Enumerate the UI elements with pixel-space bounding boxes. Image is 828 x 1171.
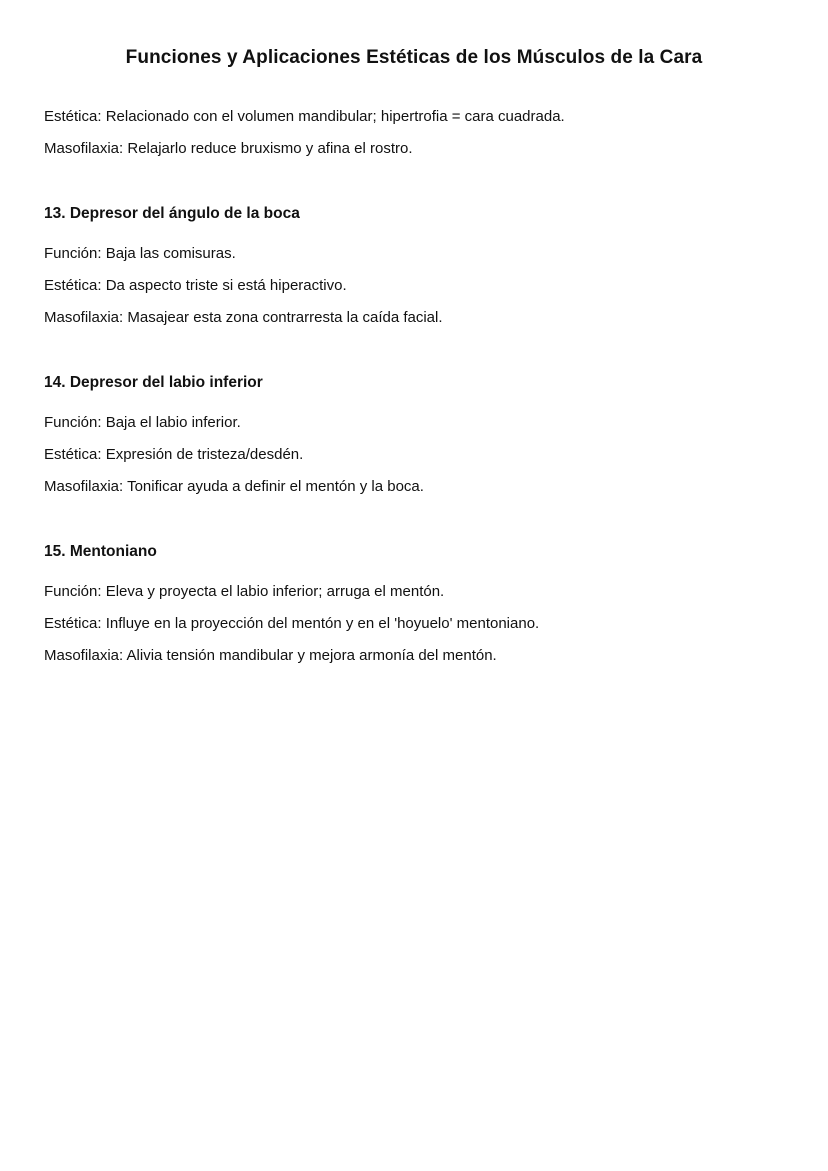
page-title: Funciones y Aplicaciones Estéticas de los Músculos de la Cara bbox=[125, 47, 703, 68]
section-line-funcion: Función: Baja el labio inferior. bbox=[44, 414, 241, 431]
section-13-depresor-angulo-boca bbox=[44, 205, 784, 326]
section-heading: 15. Mentoniano bbox=[44, 543, 157, 560]
section-heading: 13. Depresor del ángulo de la boca bbox=[44, 205, 300, 222]
section-line-funcion: Función: Baja las comisuras. bbox=[44, 245, 236, 262]
section-line-masofilaxia: Masofilaxia: Tonificar ayuda a definir el mentón y la boca. bbox=[44, 478, 424, 495]
section-14-depresor-labio-inferior bbox=[44, 374, 784, 495]
intro-line-estetica: Estética: Relacionado con el volumen mandibular; hipertrofia = cara cuadrada. bbox=[44, 108, 565, 125]
section-line-estetica: Estética: Influye en la proyección del mentón y en el 'hoyuelo' mentoniano. bbox=[44, 615, 540, 632]
intro-line-masofilaxia: Masofilaxia: Relajarlo reduce bruxismo y afina el rostro. bbox=[44, 140, 413, 157]
section-15-mentoniano bbox=[44, 543, 784, 664]
section-line-funcion: Función: Eleva y proyecta el labio inferior; arruga el mentón. bbox=[44, 583, 445, 600]
section-line-masofilaxia: Masofilaxia: Masajear esta zona contrarresta la caída facial. bbox=[44, 309, 443, 326]
section-line-masofilaxia: Masofilaxia: Alivia tensión mandibular y mejora armonía del mentón. bbox=[44, 647, 497, 664]
section-line-estetica: Estética: Da aspecto triste si está hiperactivo. bbox=[44, 277, 347, 294]
section-line-estetica: Estética: Expresión de tristeza/desdén. bbox=[44, 446, 304, 463]
section-heading: 14. Depresor del labio inferior bbox=[44, 374, 263, 391]
